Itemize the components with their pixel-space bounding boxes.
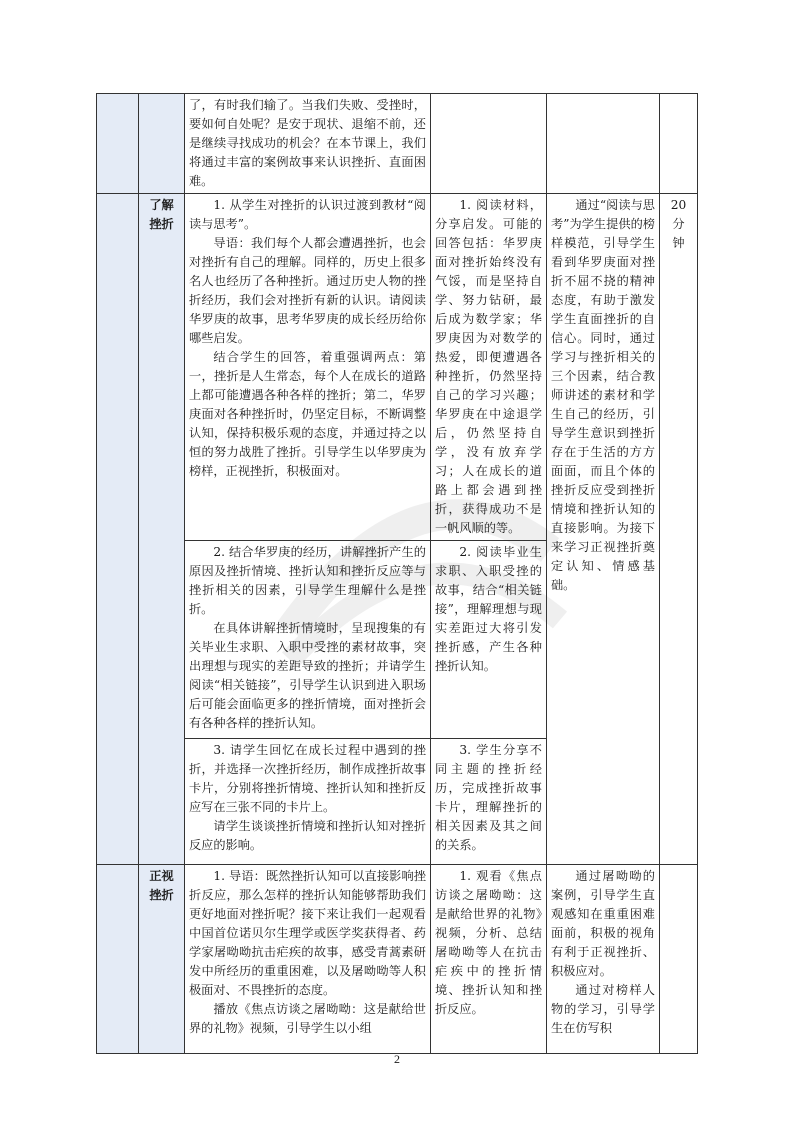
- page-number: 2: [394, 1052, 400, 1066]
- lesson-plan-table: [96, 93, 698, 1054]
- teacher-paragraph: 请学生谈谈挫折情境和挫折认知对挫折反应的影响。: [189, 819, 426, 852]
- intent-paragraph: 通过对榜样人物的学习，引导学生在仿写积: [551, 983, 655, 1035]
- band-cell: [97, 94, 139, 194]
- stage-label-line: 正视: [149, 869, 174, 883]
- time-empty: [660, 94, 698, 194]
- intro-text: 了，有时我们输了。当我们失败、受挫时，要如何自处呢？是安于现状、退缩不前，还是继续寻找成功的机会？在本节课上，我们将通过丰富的案例故事来认识挫折、直面困难。: [189, 98, 426, 188]
- band-cell: [97, 865, 139, 1054]
- teacher-paragraph: 导语：我们每个人都会遭遇挫折，也会对挫折有自己的理解。同样的，历史上很多名人也经历了各种挫折。通过历史人物的挫折经历，我们会对挫折有新的认识。请阅读华罗庚的故事，思考华罗庚的成长经历给你哪些启发。: [189, 236, 426, 345]
- teacher-activity: [185, 541, 431, 739]
- teacher-activity: [185, 739, 431, 865]
- band-cell: [97, 194, 139, 865]
- student-activity: [431, 865, 547, 1054]
- design-intent: [547, 194, 660, 865]
- student-paragraph: 2. 阅读毕业生求职、入职受挫的故事，结合“相关链接”，理解理想与现实差距过大将引发挫折感，产生各种挫折认知。: [435, 545, 542, 673]
- student-paragraph: 1. 阅读材料，分享启发。可能的回答包括：华罗庚面对挫折始终没有气馁，而是坚持自学、努力钻研，最后成为数学家；华罗庚因为对数学的热爱，即便遭遇各种挫折，仍然坚持自己的学习兴趣；华罗庚在中途退学后，仍然坚持自学，没有放弃学习；人在成长的道路上都会遇到挫折，获得成功不是一帆风顺的等。: [435, 198, 542, 535]
- student-activity: [431, 541, 547, 739]
- stage-label-face-frustration: [139, 865, 185, 1054]
- intent-paragraph: 通过屠呦呦的案例，引导学生直观感知在重重困难面前，积极的视角有利于正视挫折、积极应对。: [551, 869, 655, 978]
- teacher-paragraph: 3. 请学生回忆在成长过程中遇到的挫折，并选择一次挫折经历，制作成挫折故事卡片，分别将挫折情境、挫折认知和挫折反应写在三张不同的卡片上。: [189, 743, 426, 814]
- stage-label-line: 了解: [149, 198, 174, 212]
- time-empty: [660, 865, 698, 1054]
- teacher-activity: [185, 865, 431, 1054]
- time-line: 钟: [672, 236, 685, 250]
- section2-row: [97, 865, 698, 1054]
- student-activity: [431, 194, 547, 541]
- teacher-paragraph: 1. 导语：既然挫折认知可以直接影响挫折反应，那么怎样的挫折认知能够帮助我们更好地面对挫折呢？接下来让我们一起观看中国首位诺贝尔生理学或医学奖获得者、药学家屠呦呦抗击疟疾的故事，感受青蒿素研发中所经历的重重困难，以及屠呦呦等人积极面对、不畏挫折的态度。: [189, 869, 426, 997]
- teacher-paragraph: 1. 从学生对挫折的认识过渡到教材“阅读与思考”。: [189, 198, 426, 231]
- teacher-activity-intro: [185, 94, 431, 194]
- time-line: 分: [672, 217, 685, 231]
- teacher-paragraph: 在具体讲解挫折情境时，呈现搜集的有关毕业生求职、入职中受挫的素材故事，突出理想与现实的差距导致的挫折；并请学生阅读“相关链接”，引导学生认识到进入职场后可能会面临更多的挫折情境，面对挫折会有各种各样的挫折认知。: [189, 621, 426, 730]
- stage-label-line: 挫折: [149, 217, 174, 231]
- intent-paragraph: 通过“阅读与思考”为学生提供的榜样模范，引导学生看到华罗庚面对挫折不屈不挠的精神态度，有助于激发学生直面挫折的自信心。同时，通过学习与挫折相关的三个因素，结合教师讲述的素材和学生自己的经历，引导学生意识到挫折存在于生活的方方面面，而且个体的挫折反应受到挫折情境和挫折认知的直接影响。为接下来学习正视挫折奠定认知、情感基础。: [551, 198, 655, 592]
- student-paragraph: 1. 观看《焦点访谈之屠呦呦：这是献给世界的礼物》视频，分析、总结屠呦呦等人在抗击疟疾中的挫折情境、挫折认知和挫折反应。: [435, 869, 542, 1016]
- section1-step1-row: [97, 194, 698, 541]
- student-activity: [431, 739, 547, 865]
- stage-label-understand-frustration: [139, 194, 185, 865]
- teacher-paragraph: 2. 结合华罗庚的经历，讲解挫折产生的原因及挫折情境、挫折认知和挫折反应等与挫折相关的因素，引导学生理解什么是挫折。: [189, 545, 426, 616]
- student-activity-empty: [431, 94, 547, 194]
- time-allocation: [660, 194, 698, 865]
- student-paragraph: 3. 学生分享不同主题的挫折经历，完成挫折故事卡片，理解挫折的相关因素及其之间的关系。: [435, 743, 542, 852]
- intent-empty: [547, 94, 660, 194]
- intro-row: [97, 94, 698, 194]
- stage-cell-empty: [139, 94, 185, 194]
- design-intent: [547, 865, 660, 1054]
- time-line: 20: [670, 198, 687, 212]
- teacher-paragraph: 播放《焦点访谈之屠呦呦：这是献给世界的礼物》视频，引导学生以小组: [189, 1002, 426, 1035]
- teacher-paragraph: 结合学生的回答，着重强调两点：第一，挫折是人生常态，每个人在成长的道路上都可能遭遇各种各样的挫折；第二，华罗庚面对各种挫折时，仍坚定目标，不断调整认知，保持积极乐观的态度，并通过持之以恒的努力战胜了挫折。引导学生以华罗庚为榜样，正视挫折，积极面对。: [189, 350, 426, 478]
- teacher-activity: [185, 194, 431, 541]
- stage-label-line: 挫折: [149, 888, 174, 902]
